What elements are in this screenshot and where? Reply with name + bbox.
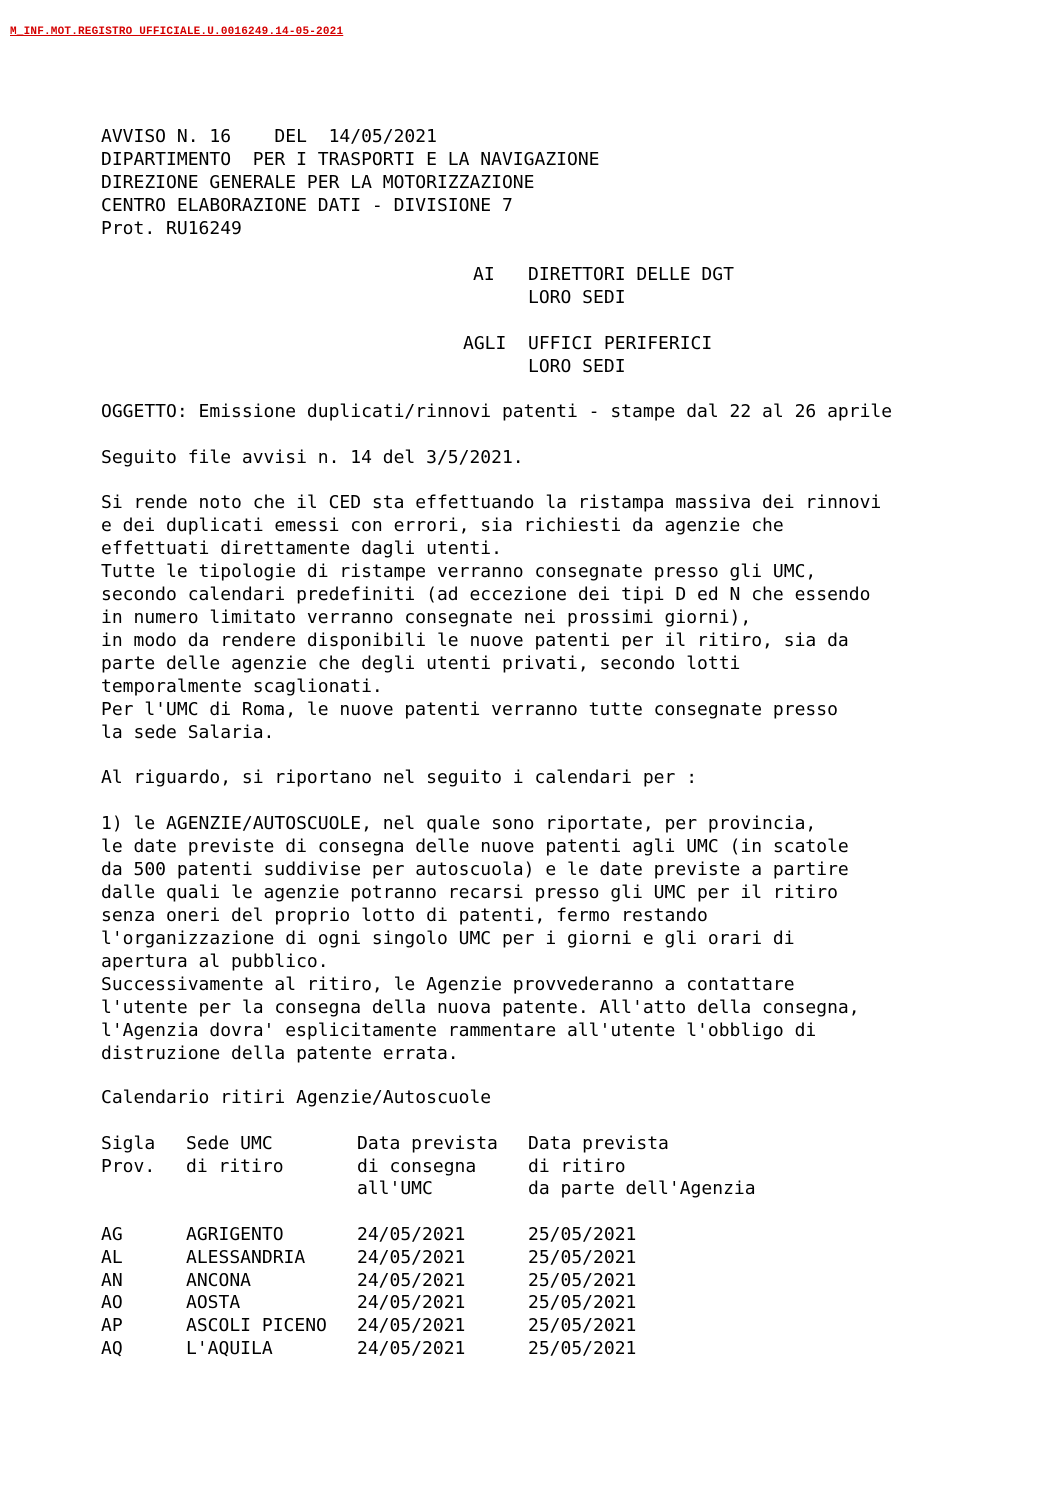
table-header-cell: di ritiro (186, 1156, 284, 1177)
table-cell-ritiro: 25/05/2021 (528, 1338, 637, 1359)
body1-line: in modo da rendere disponibili le nuove patenti per il ritiro, sia da (101, 630, 849, 651)
table-cell-sede: L'AQUILA (186, 1338, 273, 1359)
body1-line: e dei duplicati emessi con errori, sia richiesti da agenzie che (101, 515, 784, 536)
body1-line: parte delle agenzie che degli utenti privati, secondo lotti (101, 653, 741, 674)
table-cell-consegna: 24/05/2021 (357, 1338, 466, 1359)
table-cell-sede: AGRIGENTO (186, 1224, 284, 1245)
table-cell-ritiro: 25/05/2021 (528, 1247, 637, 1268)
body2-line: 1) le AGENZIE/AUTOSCUOLE, nel quale sono riportate, per provincia, (101, 813, 817, 834)
protocol-number: Prot. RU16249 (101, 218, 242, 239)
direzione-line: DIREZIONE GENERALE PER LA MOTORIZZAZIONE (101, 172, 535, 193)
body1-line: Per l'UMC di Roma, le nuove patenti verranno tutte consegnate presso (101, 699, 838, 720)
table-cell-sede: ANCONA (186, 1270, 252, 1291)
recipient-agli-line2: LORO SEDI (528, 356, 626, 377)
avviso-number: AVVISO N. 16 DEL 14/05/2021 (101, 126, 437, 147)
subject-line: OGGETTO: Emissione duplicati/rinnovi patenti - stampe dal 22 al 26 aprile (101, 401, 893, 422)
body1-line: Si rende noto che il CED sta effettuando la ristampa massiva dei rinnovi (101, 492, 882, 513)
body1-line: in numero limitato verranno consegnate nei prossimi giorni), (101, 607, 752, 628)
table-cell-ritiro: 25/05/2021 (528, 1315, 637, 1336)
protocol-stamp: M_INF.MOT.REGISTRO UFFICIALE.U.0016249.14-05-2021 (10, 26, 344, 38)
table-cell-ritiro: 25/05/2021 (528, 1270, 637, 1291)
table-header-cell: Prov. (101, 1156, 156, 1177)
table-header-cell: da parte dell'Agenzia (528, 1178, 756, 1199)
body1-line: effettuati direttamente dagli utenti. (101, 538, 502, 559)
table-cell-sigla: AP (101, 1315, 123, 1336)
table-cell-sigla: AN (101, 1270, 123, 1291)
table-header-cell: Sede UMC (186, 1133, 273, 1154)
dipartimento-line: DIPARTIMENTO PER I TRASPORTI E LA NAVIGAZIONE (101, 149, 600, 170)
body2-line: apertura al pubblico. (101, 951, 329, 972)
body1-line: Tutte le tipologie di ristampe verranno consegnate presso gli UMC, (101, 561, 817, 582)
recipient-agli-label: AGLI (463, 333, 507, 354)
table-cell-consegna: 24/05/2021 (357, 1270, 466, 1291)
riguardo-line: Al riguardo, si riportano nel seguito i calendari per : (101, 767, 698, 788)
recipient-ai-line1: DIRETTORI DELLE DGT (528, 264, 734, 285)
body2-line: senza oneri del proprio lotto di patenti, fermo restando (101, 905, 708, 926)
table-cell-sigla: AG (101, 1224, 123, 1245)
table-cell-ritiro: 25/05/2021 (528, 1224, 637, 1245)
recipient-agli-line1: UFFICI PERIFERICI (528, 333, 713, 354)
table-header-cell: all'UMC (357, 1178, 433, 1199)
body2-line: l'organizzazione di ogni singolo UMC per i giorni e gli orari di (101, 928, 795, 949)
body2-line: Successivamente al ritiro, le Agenzie provvederanno a contattare (101, 974, 795, 995)
body1-line: secondo calendari predefiniti (ad eccezione dei tipi D ed N che essendo (101, 584, 871, 605)
follow-up-line: Seguito file avvisi n. 14 del 3/5/2021. (101, 447, 524, 468)
body1-line: temporalmente scaglionati. (101, 676, 383, 697)
table-cell-sede: AOSTA (186, 1292, 241, 1313)
calendar-title: Calendario ritiri Agenzie/Autoscuole (101, 1087, 492, 1108)
table-cell-ritiro: 25/05/2021 (528, 1292, 637, 1313)
table-cell-consegna: 24/05/2021 (357, 1292, 466, 1313)
table-header-cell: di ritiro (528, 1156, 626, 1177)
recipient-ai-line2: LORO SEDI (528, 287, 626, 308)
table-header-cell: di consegna (357, 1156, 477, 1177)
table-cell-sigla: AQ (101, 1338, 123, 1359)
body1-line: la sede Salaria. (101, 722, 275, 743)
body2-line: l'utente per la consegna della nuova patente. All'atto della consegna, (101, 997, 860, 1018)
table-header-cell: Sigla (101, 1133, 156, 1154)
body2-line: le date previste di consegna delle nuove patenti agli UMC (in scatole (101, 836, 849, 857)
table-header-cell: Data prevista (528, 1133, 669, 1154)
body2-line: da 500 patenti suddivise per autoscuola) e le date previste a partire (101, 859, 849, 880)
centro-line: CENTRO ELABORAZIONE DATI - DIVISIONE 7 (101, 195, 513, 216)
table-cell-consegna: 24/05/2021 (357, 1315, 466, 1336)
table-cell-consegna: 24/05/2021 (357, 1224, 466, 1245)
table-cell-sigla: AO (101, 1292, 123, 1313)
body2-line: distruzione della patente errata. (101, 1043, 459, 1064)
table-cell-sede: ALESSANDRIA (186, 1247, 306, 1268)
table-header-cell: Data prevista (357, 1133, 498, 1154)
body2-line: dalle quali le agenzie potranno recarsi presso gli UMC per il ritiro (101, 882, 838, 903)
recipient-ai-label: AI (473, 264, 495, 285)
body2-line: l'Agenzia dovra' esplicitamente rammentare all'utente l'obbligo di (101, 1020, 817, 1041)
table-cell-sede: ASCOLI PICENO (186, 1315, 327, 1336)
table-cell-consegna: 24/05/2021 (357, 1247, 466, 1268)
table-cell-sigla: AL (101, 1247, 123, 1268)
